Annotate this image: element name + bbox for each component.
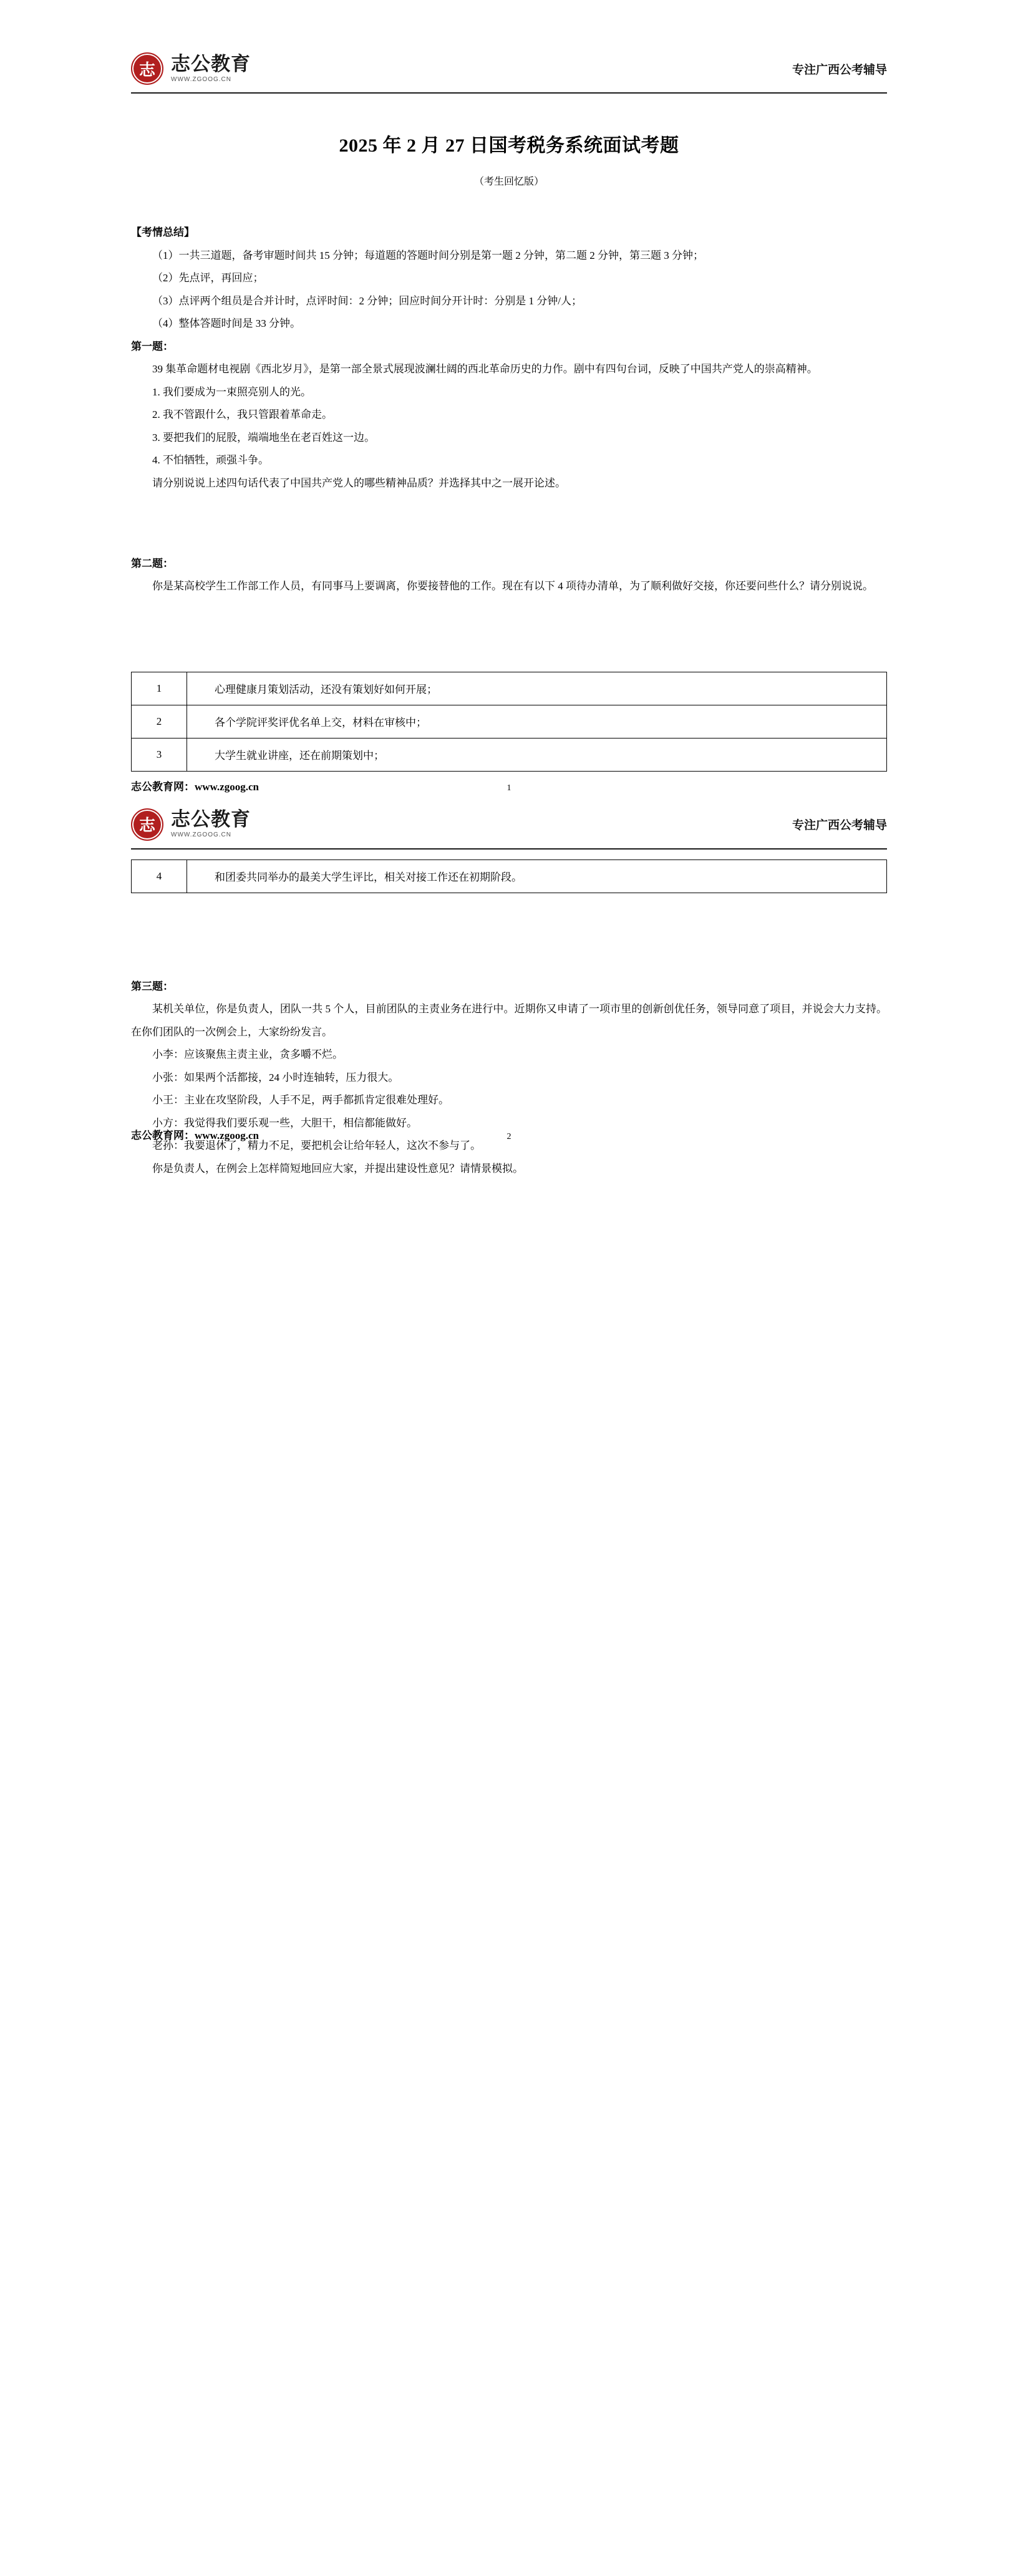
summary-item: （1）一共三道题，备考审题时间共 15 分钟；每道题的答题时间分别是第一题 2 分钟，第二题 2 分钟，第三题 3 分钟； [152, 249, 704, 261]
question-1-section [131, 336, 887, 495]
footer-page-number: 2 [507, 1131, 511, 1141]
page-header [131, 0, 887, 90]
brand-text [171, 810, 251, 838]
question-2-section [131, 553, 887, 598]
summary-section [131, 221, 887, 336]
question-3-line: 小张：如果两个活都接，24 小时连轴转，压力很大。 [152, 1071, 399, 1083]
header-divider [131, 92, 887, 94]
table-cell-number: 1 [132, 672, 187, 705]
question-1-line: 4. 不怕牺牲，顽强斗争。 [152, 454, 269, 467]
table-row [132, 859, 887, 893]
footer-page-number: 1 [507, 783, 511, 793]
section-spacer [131, 893, 887, 951]
table-row [132, 672, 887, 705]
header-tagline: 专注广西公考辅导 [792, 63, 887, 77]
table-spacer [131, 598, 887, 656]
table-row [132, 738, 887, 771]
table-cell-text: 大学生就业讲座，还在前期策划中； [187, 738, 887, 771]
question-1-line: 2. 我不管跟什么，我只管跟着革命走。 [152, 409, 332, 421]
question-3-heading: 第三题： [131, 980, 173, 992]
summary-item: （2）先点评，再回应； [152, 272, 264, 284]
question-1-intro: 39 集革命题材电视剧《西北岁月》，是第一部全景式展现波澜壮阔的西北革命历史的力作。剧中有四句台词，反映了中国共产党人的崇高精神。 [152, 363, 818, 375]
question-3-intro: 某机关单位，你是负责人，团队一共 5 个人，目前团队的主责业务在进行中。近期你又申请了一项市里的创新创优任务，领导同意了项目，并说会大力支持。在你们团队的一次例会上，大家纷纷发言。 [131, 1003, 887, 1038]
question-3-line: 小李：应该聚焦主责主业，贪多嚼不烂。 [152, 1048, 343, 1061]
page-2-header [131, 800, 887, 846]
header-tagline: 专注广西公考辅导 [792, 819, 887, 833]
question-3-line: 小方：我觉得我们要乐观一些，大胆干，相信都能做好。 [152, 1116, 417, 1129]
brand-text [171, 52, 251, 83]
brand-url: WWW.ZGOOG.CN [171, 75, 231, 83]
brand-url: WWW.ZGOOG.CN [171, 831, 231, 839]
brand-logo [131, 52, 251, 85]
question-3-prompt: 你是负责人，在例会上怎样简短地回应大家，并提出建设性意见？请情景模拟。 [152, 1163, 523, 1175]
question-1-line: 1. 我们要成为一束照亮别人的光。 [152, 385, 311, 398]
question-1-heading: 第一题： [131, 340, 173, 352]
page-1-footer [131, 772, 887, 793]
todo-table-page-1 [131, 672, 887, 772]
summary-item: （4）整体答题时间是 33 分钟。 [152, 317, 301, 330]
todo-table-page-2 [131, 859, 887, 893]
brand-name: 志公教育 [171, 52, 251, 75]
page-title: 2025 年 2 月 27 日国考税务系统面试考题 [339, 135, 679, 156]
brand-name: 志公教育 [171, 808, 251, 831]
page-2-footer [131, 1120, 887, 1142]
table-cell-number: 2 [132, 705, 187, 738]
table-row [132, 705, 887, 738]
page-break [131, 793, 887, 800]
question-3-line: 小王：主业在攻坚阶段，人手不足，两手都抓肯定很难处理好。 [152, 1094, 449, 1106]
brand-logo [131, 808, 251, 841]
question-3-section [131, 976, 887, 1181]
question-1-line: 3. 要把我们的屁股，端端地坐在老百姓这一边。 [152, 431, 375, 443]
seal-icon: 志 [131, 52, 163, 85]
header-divider [131, 848, 887, 850]
question-3-line: 老孙：我要退休了，精力不足，要把机会让给年轻人，这次不参与了。 [152, 1140, 481, 1152]
page-1-sheet [0, 0, 1018, 1181]
footer-site: 志公教育网：www.zgoog.cn [131, 780, 259, 793]
section-spacer [131, 951, 887, 976]
page-subtitle: （考生回忆版） [473, 177, 544, 187]
table-cell-text: 和团委共同举办的最美大学生评比，相关对接工作还在初期阶段。 [187, 859, 887, 893]
question-2-heading: 第二题： [131, 557, 173, 569]
footer-site: 志公教育网：www.zgoog.cn [131, 1129, 259, 1141]
question-1-prompt: 请分别说说上述四句话代表了中国共产党人的哪些精神品质？并选择其中之一展开论述。 [152, 477, 566, 490]
table-cell-text: 各个学院评奖评优名单上交，材料在审核中； [187, 705, 887, 738]
table-cell-number: 4 [132, 859, 187, 893]
question-2-intro: 你是某高校学生工作部工作人员，有同事马上要调离，你要接替他的工作。现在有以下 4 项待办清单，为了顺利做好交接，你还要问些什么？请分别说说。 [152, 580, 873, 593]
table-cell-text: 心理健康月策划活动，还没有策划好如何开展； [187, 672, 887, 705]
seal-icon: 志 [131, 808, 163, 841]
summary-heading: 【考情总结】 [131, 226, 195, 238]
section-spacer [131, 495, 887, 553]
table-cell-number: 3 [132, 738, 187, 771]
summary-item: （3）点评两个组员是合并计时，点评时间：2 分钟；回应时间分开计时：分别是 1 分钟/人； [152, 294, 582, 307]
